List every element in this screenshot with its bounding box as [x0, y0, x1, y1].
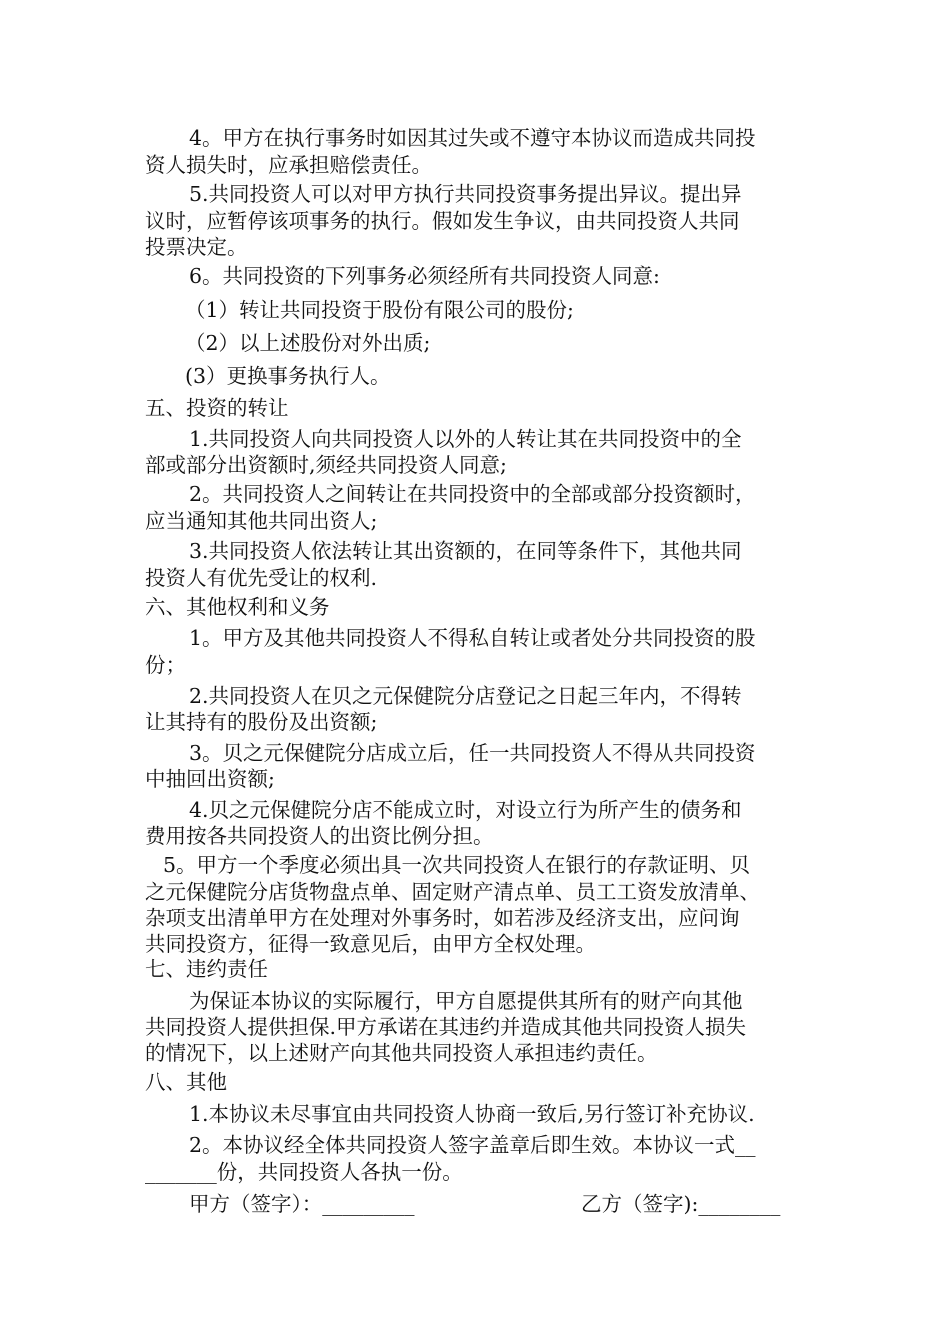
paragraph-line: 部或部分出资额时,须经共同投资人同意;	[145, 453, 507, 477]
list-item: （1）转让共同投资于股份有限公司的股份;	[185, 298, 574, 322]
list-item: （2）以上述股份对外出质;	[185, 331, 431, 355]
paragraph-line: 为保证本协议的实际履行，甲方自愿提供其所有的财产向其他	[189, 989, 743, 1013]
paragraph-line: 1。甲方及其他共同投资人不得私自转让或者处分共同投资的股	[189, 626, 756, 650]
paragraph-line: 应当通知其他共同出资人;	[145, 509, 378, 533]
paragraph-line: 中抽回出资额;	[145, 767, 275, 791]
paragraph-line: 资人损失时，应承担赔偿责任。	[145, 153, 432, 177]
paragraph-line: _______份，共同投资人各执一份。	[145, 1160, 463, 1184]
paragraph-line: 共同投资方，征得一致意见后，由甲方全权处理。	[145, 932, 596, 956]
paragraph-line: 2.共同投资人在贝之元保健院分店登记之日起三年内，不得转	[189, 684, 742, 708]
paragraph-line: 3。贝之元保健院分店成立后，任一共同投资人不得从共同投资	[189, 741, 756, 765]
section-heading: 五、投资的转让	[145, 396, 289, 420]
paragraph-line: 4.贝之元保健院分店不能成立时，对设立行为所产生的债务和	[189, 798, 742, 822]
paragraph-line: 投资人有优先受让的权利.	[145, 566, 378, 590]
paragraph-line: 之元保健院分店货物盘点单、固定财产清点单、员工工资发放清单、	[145, 880, 760, 904]
paragraph-line: 杂项支出清单甲方在处理对外事务时，如若涉及经济支出，应问询	[145, 906, 740, 930]
list-item: (3）更换事务执行人。	[185, 364, 391, 388]
paragraph-line: 3.共同投资人依法转让其出资额的，在同等条件下，其他共同	[189, 539, 742, 563]
paragraph-line: 让其持有的股份及出资额;	[145, 710, 378, 734]
paragraph-line: 5.共同投资人可以对甲方执行共同投资事务提出异议。提出异	[189, 182, 742, 206]
paragraph-line: 份；	[145, 653, 186, 677]
paragraph-line: 1.共同投资人向共同投资人以外的人转让其在共同投资中的全	[189, 427, 742, 451]
party-a-signature-field[interactable]: 甲方（签字）：_________	[189, 1192, 415, 1216]
paragraph-line: 的情况下，以上述财产向其他共同投资人承担违约责任。	[145, 1041, 658, 1065]
paragraph-line: 5。甲方一个季度必须出具一次共同投资人在银行的存款证明、贝	[163, 853, 751, 877]
paragraph-line: 1.本协议未尽事宜由共同投资人协商一致后,另行签订补充协议.	[189, 1102, 755, 1126]
section-heading: 六、其他权利和义务	[145, 595, 330, 619]
paragraph-line: 2。共同投资人之间转让在共同投资中的全部或部分投资额时，	[189, 482, 756, 506]
party-b-signature-field[interactable]: 乙方（签字):________	[581, 1192, 781, 1216]
paragraph-line: 共同投资人提供担保.甲方承诺在其违约并造成其他共同投资人损失	[145, 1015, 747, 1039]
paragraph-line: 4。甲方在执行事务时如因其过失或不遵守本协议而造成共同投	[189, 126, 756, 150]
paragraph-line: 2。本协议经全体共同投资人签字盖章后即生效。本协议一式__	[189, 1133, 756, 1157]
paragraph-line: 投票决定。	[145, 235, 248, 259]
signature-row	[189, 1190, 809, 1220]
section-heading: 七、违约责任	[145, 957, 268, 981]
paragraph-line: 费用按各共同投资人的出资比例分担。	[145, 824, 494, 848]
paragraph-line: 议时，应暂停该项事务的执行。假如发生争议，由共同投资人共同	[145, 209, 740, 233]
section-heading: 八、其他	[145, 1070, 227, 1094]
paragraph-line: 6。共同投资的下列事务必须经所有共同投资人同意:	[189, 264, 660, 288]
